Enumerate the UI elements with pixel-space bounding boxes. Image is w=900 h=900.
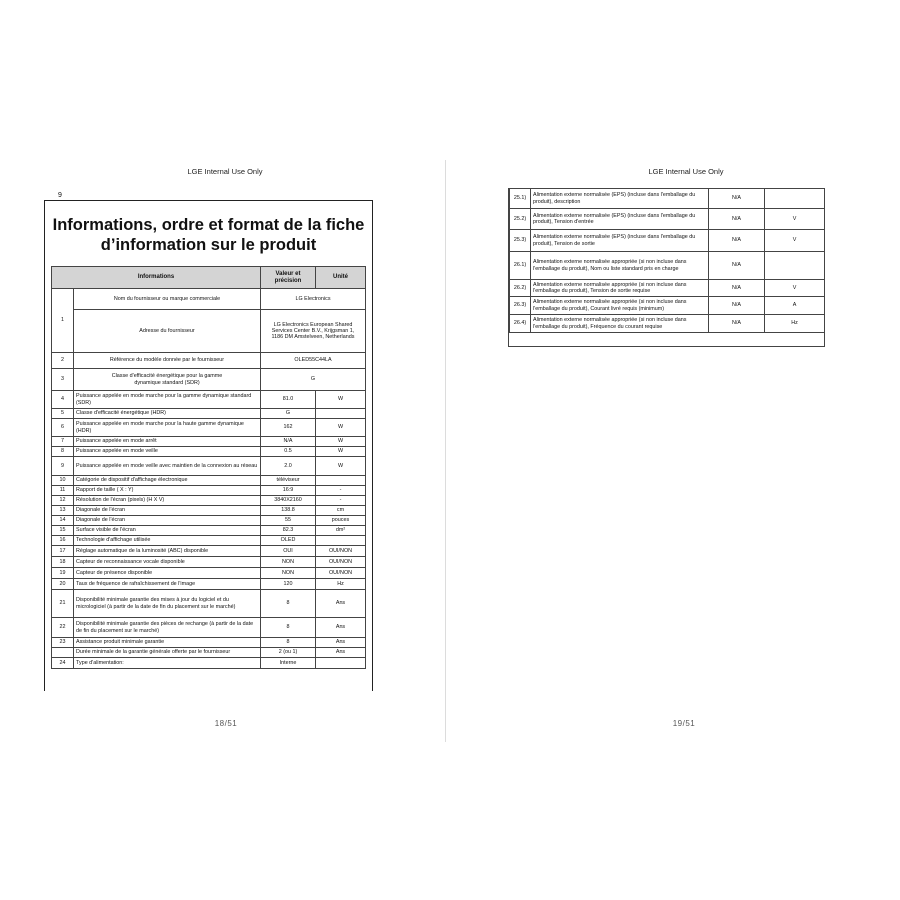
row-value: 8 (261, 590, 316, 618)
header-informations: Informations (52, 267, 261, 289)
row-description: Durée minimale de la garantie générale offerte par le fournisseur (74, 648, 261, 658)
row-description: Alimentation externe normalisée (EPS) (incluse dans l'emballage du produit), description (531, 189, 709, 209)
table-row (510, 280, 825, 297)
row-description: Taux de fréquence de rafraîchissement de l'image (74, 579, 261, 590)
row-value: OLED (261, 536, 316, 546)
row-description: Classe d'efficacité énergétique pour la gamme dynamique standard (SDR) (74, 369, 261, 391)
right-page-footer: 19/51 (672, 719, 696, 728)
row-unit (765, 252, 825, 280)
row-description: Capteur de reconnaissance vocale disponible (74, 557, 261, 568)
row-value: 8 (261, 638, 316, 648)
row-number: 20 (52, 579, 74, 590)
table-row (52, 579, 366, 590)
table-row (52, 457, 366, 476)
row-value: NON (261, 557, 316, 568)
row-unit: V (765, 230, 825, 252)
table-row (52, 419, 366, 437)
row-number: 25.3) (510, 230, 531, 252)
right-page-header: LGE Internal Use Only (648, 167, 724, 176)
left-page-label: 9 (58, 192, 62, 199)
row-value: OLED55C44LA (261, 353, 366, 369)
row-unit: OUI/NON (316, 568, 366, 579)
row-value: 55 (261, 516, 316, 526)
table-row (510, 230, 825, 252)
table-row (52, 353, 366, 369)
row-value: 138.8 (261, 506, 316, 516)
row-description: Réglage automatique de la luminosité (ABC) disponible (74, 546, 261, 557)
row-unit: OUI/NON (316, 546, 366, 557)
row-unit: Ans (316, 618, 366, 638)
row-unit: Ans (316, 648, 366, 658)
row-description: Puissance appelée en mode veille avec maintien de la connexion au réseau (74, 457, 261, 476)
row-number: 26.2) (510, 280, 531, 297)
row-unit: A (765, 297, 825, 315)
table-row (52, 536, 366, 546)
row-value: 120 (261, 579, 316, 590)
row-unit: Hz (316, 579, 366, 590)
table-row (510, 315, 825, 333)
row-unit: cm (316, 506, 366, 516)
row-description: Type d'alimentation: (74, 658, 261, 669)
row-number: 3 (52, 369, 74, 391)
row-unit: Ans (316, 590, 366, 618)
row-value: N/A (709, 297, 765, 315)
row-unit (316, 409, 366, 419)
row-unit: W (316, 437, 366, 447)
row-number: 8 (52, 447, 74, 457)
row-description: Référence du modèle donnée par le fournisseur (74, 353, 261, 369)
row-number: 9 (52, 457, 74, 476)
table-row (52, 369, 366, 391)
row-value: N/A (709, 230, 765, 252)
row-number: 23 (52, 638, 74, 648)
row-number: 15 (52, 526, 74, 536)
row-unit (316, 536, 366, 546)
row-description: Assistance produit minimale garantie (74, 638, 261, 648)
row-unit: OUI/NON (316, 557, 366, 568)
table-row (52, 310, 366, 353)
left-page-footer: 18/51 (214, 719, 238, 728)
table-row (510, 189, 825, 209)
row-description: Alimentation externe normalisée appropriée (si non incluse dans l'emballage du produit), Tension de sortie requise (531, 280, 709, 297)
left-document-frame (44, 200, 373, 691)
row-value: N/A (709, 252, 765, 280)
table-row (52, 391, 366, 409)
row-unit: - (316, 486, 366, 496)
row-unit: Hz (765, 315, 825, 333)
row-description: Alimentation externe normalisée (EPS) (incluse dans l'emballage du produit), Tension de sortie (531, 230, 709, 252)
row-number: 6 (52, 419, 74, 437)
row-value: G (261, 409, 316, 419)
row-description: Surface visible de l'écran (74, 526, 261, 536)
table-row (52, 437, 366, 447)
row-number: 4 (52, 391, 74, 409)
row-description: Alimentation externe normalisée appropriée (si non incluse dans l'emballage du produit), Fréquence du courant requise (531, 315, 709, 333)
row-number: 14 (52, 516, 74, 526)
row-unit (316, 658, 366, 669)
table-row (52, 546, 366, 557)
row-unit: dm² (316, 526, 366, 536)
row-number: 26.1) (510, 252, 531, 280)
table-row (52, 526, 366, 536)
header-valeur: Valeur et précision (261, 267, 316, 289)
row-number: 21 (52, 590, 74, 618)
row-number: 19 (52, 568, 74, 579)
document-title (45, 215, 372, 255)
right-document-frame (508, 188, 825, 347)
row-value: 0.5 (261, 447, 316, 457)
table-row (52, 648, 366, 658)
row-value: 162 (261, 419, 316, 437)
left-page-header: LGE Internal Use Only (187, 167, 263, 176)
row-unit (316, 476, 366, 486)
row-description: Catégorie de dispositif d'affichage électronique (74, 476, 261, 486)
table-row (52, 618, 366, 638)
row-number: 10 (52, 476, 74, 486)
page-divider (445, 160, 446, 742)
row-description: Alimentation externe normalisée appropriée (si non incluse dans l'emballage du produit), Nom ou liste standard pris en charge (531, 252, 709, 280)
row-value: Interne (261, 658, 316, 669)
row-description: Résolution de l'écran (pixels) (H X V) (74, 496, 261, 506)
row-value: 81.0 (261, 391, 316, 409)
row-unit: - (316, 496, 366, 506)
row-value: 2 (ou 1) (261, 648, 316, 658)
row-description: Diagonale de l'écran (74, 516, 261, 526)
row-number (52, 648, 74, 658)
row-number: 25.2) (510, 209, 531, 230)
table-row (52, 447, 366, 457)
row-value: 16:9 (261, 486, 316, 496)
table-row (510, 297, 825, 315)
row-unit (765, 189, 825, 209)
row-unit: pouces (316, 516, 366, 526)
row-number: 5 (52, 409, 74, 419)
table-row (52, 658, 366, 669)
row-description: Diagonale de l'écran (74, 506, 261, 516)
row-number: 26.4) (510, 315, 531, 333)
row-number: 12 (52, 496, 74, 506)
row-unit: W (316, 447, 366, 457)
table-row (52, 516, 366, 526)
row-unit: V (765, 209, 825, 230)
table-row (52, 289, 366, 310)
row-description: Puissance appelée en mode marche pour la haute gamme dynamique (HDR) (74, 419, 261, 437)
row-description: Alimentation externe normalisée (EPS) (incluse dans l'emballage du produit), Tension d'entrée (531, 209, 709, 230)
row-number: 18 (52, 557, 74, 568)
row-value: N/A (709, 209, 765, 230)
row-description: Puissance appelée en mode marche pour la gamme dynamique standard (SDR) (74, 391, 261, 409)
row-value: 3840X2160 (261, 496, 316, 506)
row-value: téléviseur (261, 476, 316, 486)
row-description: Adresse du fournisseur (74, 310, 261, 353)
row-number: 25.1) (510, 189, 531, 209)
row-description: Disponibilité minimale garantie des mises à jour du logiciel et du micrologiciel (à partir de la date de fin du placement sur le marché) (74, 590, 261, 618)
document-title-line-2: d’information sur le produit (100, 236, 317, 254)
row-value: LG Electronics European Shared Services Center B.V., Krijgsman 1, 1186 DM Amstelveen, Netherlands (261, 310, 366, 353)
row-description: Puissance appelée en mode arrêt (74, 437, 261, 447)
row-description: Classe d'efficacité énergétique (HDR) (74, 409, 261, 419)
row-value: LG Electronics (261, 289, 366, 310)
continuation-table (509, 188, 825, 333)
row-value: 82.3 (261, 526, 316, 536)
row-number: 16 (52, 536, 74, 546)
table-row (52, 476, 366, 486)
row-description: Rapport de taille ( X : Y) (74, 486, 261, 496)
row-value: N/A (709, 315, 765, 333)
row-unit: V (765, 280, 825, 297)
row-number: 22 (52, 618, 74, 638)
table-row (52, 409, 366, 419)
row-unit: W (316, 457, 366, 476)
row-description: Capteur de présence disponible (74, 568, 261, 579)
row-number: 1 (52, 289, 74, 353)
table-row (52, 496, 366, 506)
row-value: 8 (261, 618, 316, 638)
row-description: Disponibilité minimale garantie des pièces de rechange (à partir de la date de fin du placement sur le marché) (74, 618, 261, 638)
row-description: Nom du fournisseur ou marque commerciale (74, 289, 261, 310)
header-unite: Unité (316, 267, 366, 289)
row-number: 2 (52, 353, 74, 369)
table-row (52, 638, 366, 648)
row-value: OUI (261, 546, 316, 557)
row-number: 17 (52, 546, 74, 557)
table-row (52, 506, 366, 516)
table-row (510, 209, 825, 230)
row-value: N/A (261, 437, 316, 447)
row-value: 2.0 (261, 457, 316, 476)
row-unit: W (316, 419, 366, 437)
row-value: G (261, 369, 366, 391)
table-row (52, 590, 366, 618)
table-row (52, 486, 366, 496)
row-description: Alimentation externe normalisée appropriée (si non incluse dans l'emballage du produit), Courant livré requis (minimum) (531, 297, 709, 315)
row-value: N/A (709, 280, 765, 297)
product-info-table (51, 266, 366, 669)
row-description: Puissance appelée en mode veille (74, 447, 261, 457)
row-number: 26.3) (510, 297, 531, 315)
row-description: Technologie d'affichage utilisée (74, 536, 261, 546)
row-value: N/A (709, 189, 765, 209)
row-unit: Ans (316, 638, 366, 648)
table-row (52, 568, 366, 579)
row-value: NON (261, 568, 316, 579)
table-header-row (52, 267, 366, 289)
table-row (510, 252, 825, 280)
document-title-line-1: Informations, ordre et format de la fiche (52, 216, 365, 234)
row-number: 11 (52, 486, 74, 496)
row-number: 13 (52, 506, 74, 516)
row-number: 24 (52, 658, 74, 669)
table-row (52, 557, 366, 568)
row-unit: W (316, 391, 366, 409)
row-number: 7 (52, 437, 74, 447)
